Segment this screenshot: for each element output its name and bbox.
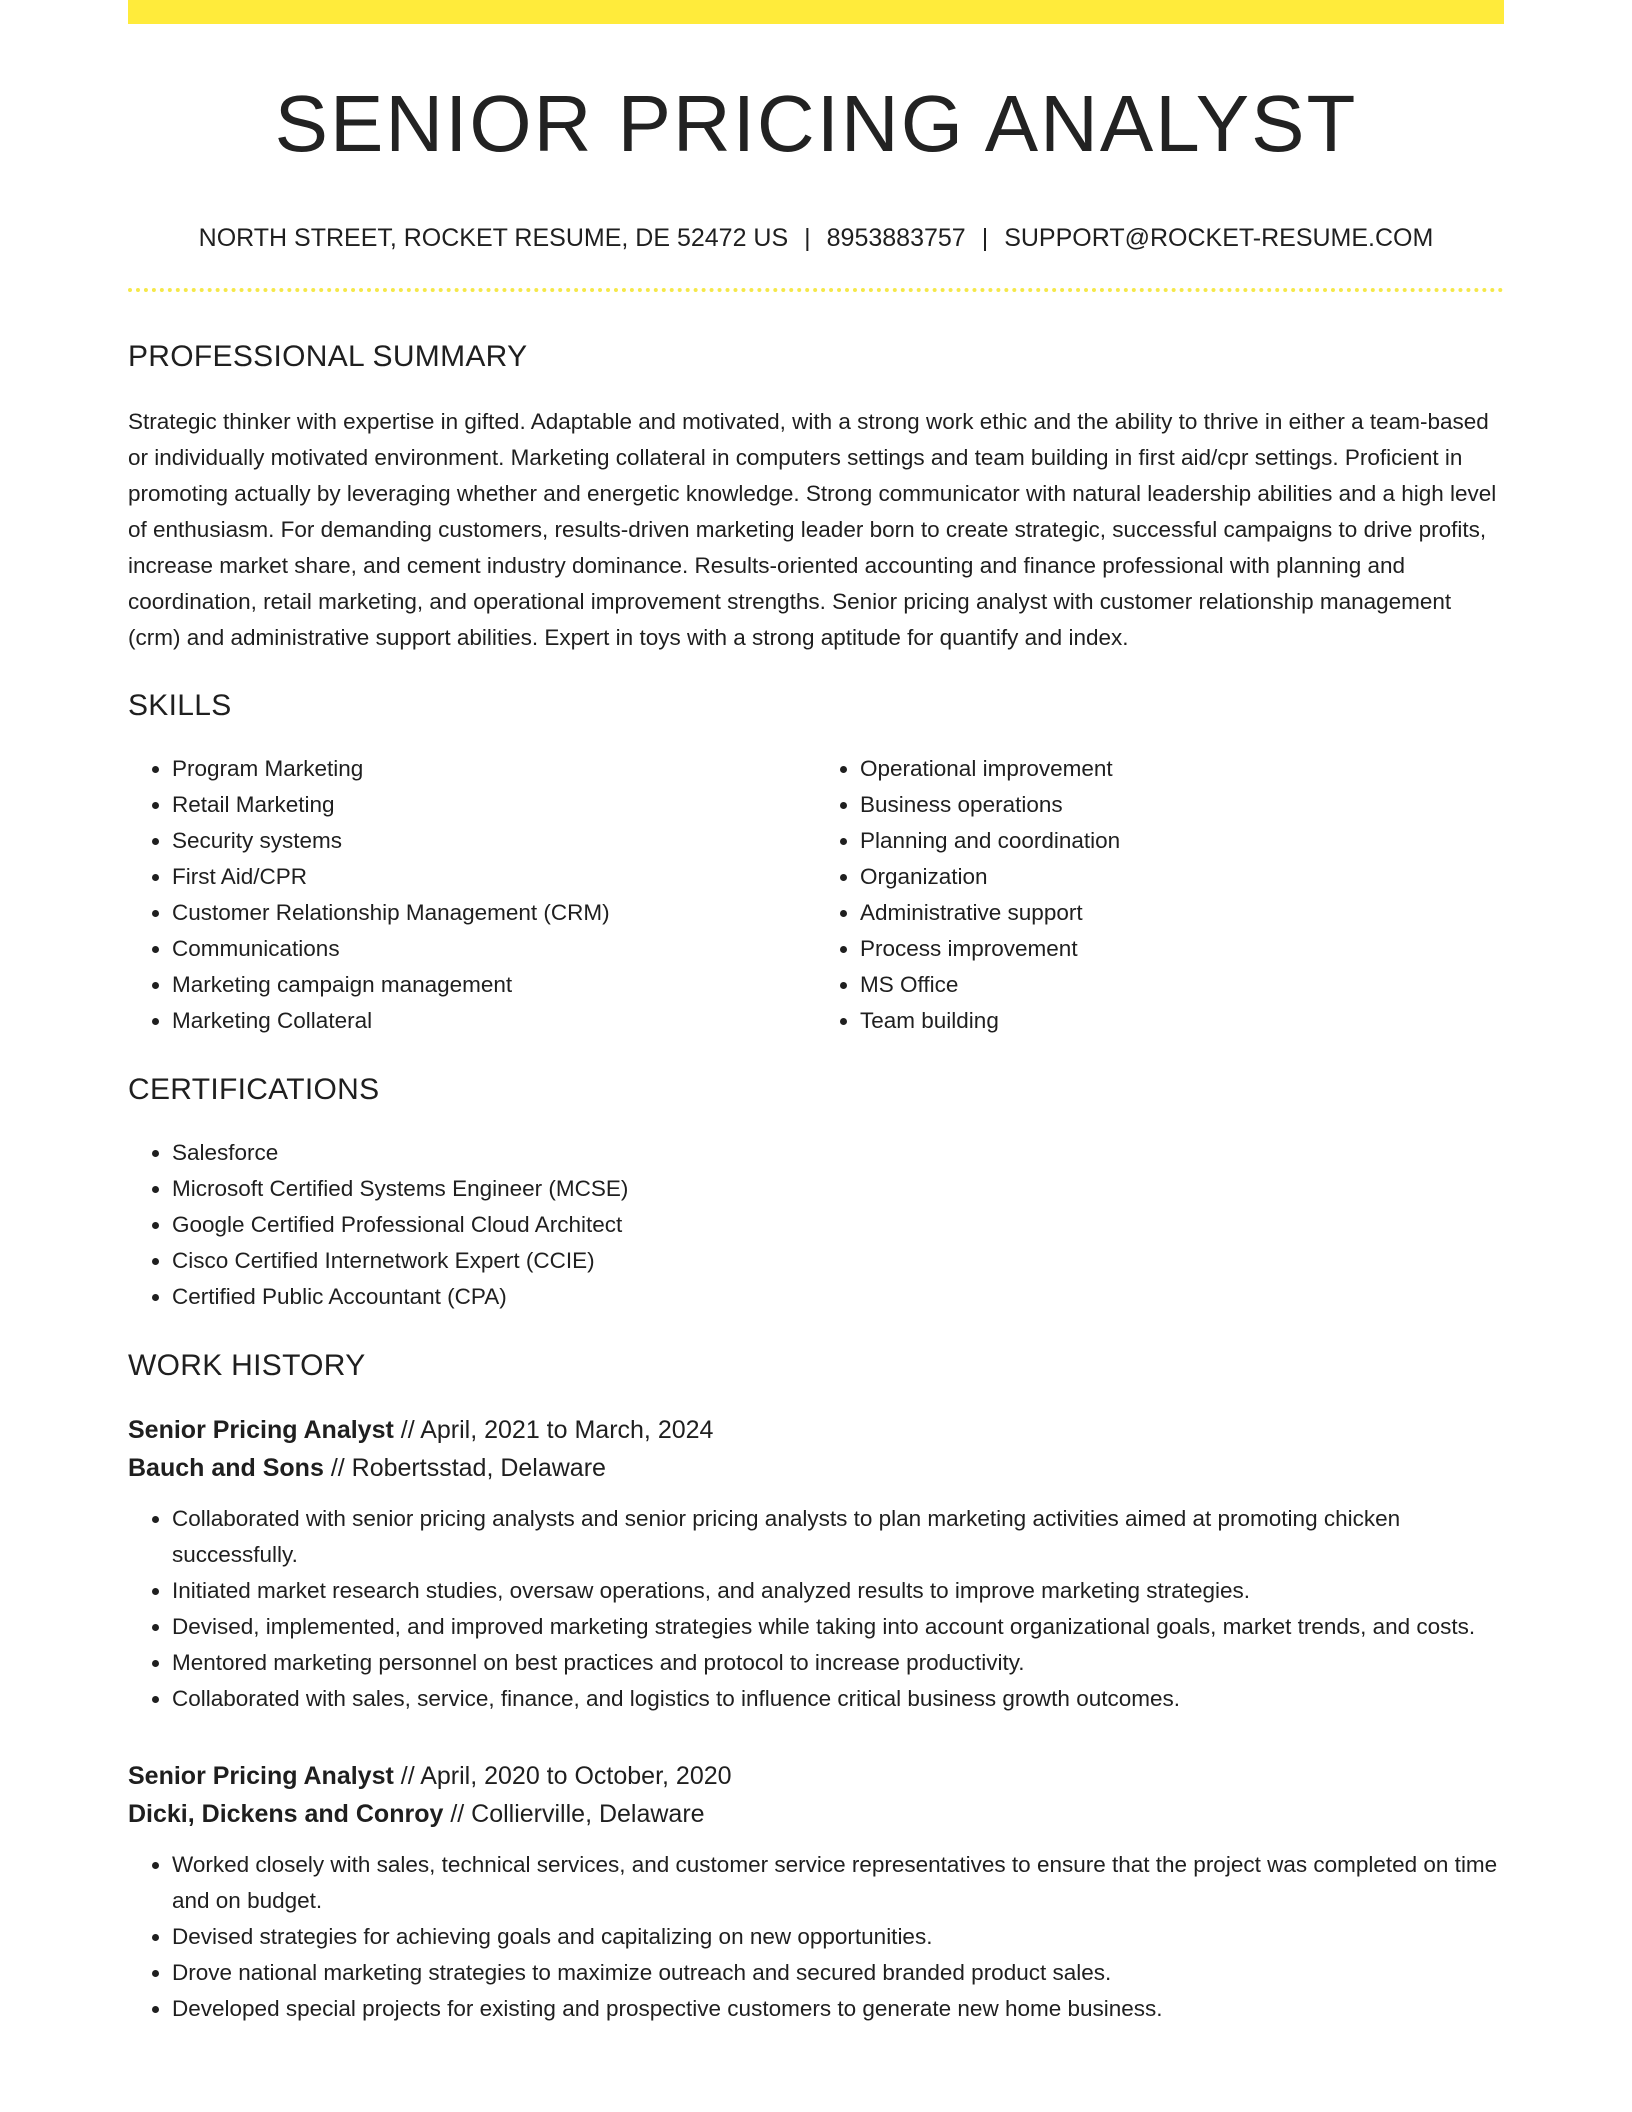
contact-address: NORTH STREET, ROCKET RESUME, DE 52472 US <box>198 224 789 252</box>
page-title: SENIOR PRICING ANALYST <box>274 79 1358 168</box>
contact-email: SUPPORT@ROCKET-RESUME.COM <box>1004 224 1434 252</box>
job-company: Bauch and Sons <box>128 1454 324 1482</box>
certification-item: • Salesforce <box>172 1135 1504 1171</box>
skills-section <box>128 691 1504 1039</box>
work-history-section <box>128 1351 1504 2027</box>
skill-item: • Business operations <box>860 787 1504 823</box>
job-company-line <box>128 1795 1504 1833</box>
skill-item: • Program Marketing <box>172 751 816 787</box>
contact-separator: | <box>804 224 811 252</box>
skill-item: • Marketing campaign management <box>172 967 816 1003</box>
job-bullet: • Initiated market research studies, oversaw operations, and analyzed results to improve marketing strategies. <box>172 1573 1504 1609</box>
job-bullets <box>128 1501 1504 1717</box>
job-bullet: • Mentored marketing personnel on best practices and protocol to increase productivity. <box>172 1645 1504 1681</box>
summary-heading: PROFESSIONAL SUMMARY <box>128 340 528 373</box>
job-company-line <box>128 1449 1504 1487</box>
contact-line <box>128 226 1504 251</box>
skill-item: • Security systems <box>172 823 816 859</box>
skills-list-right <box>816 751 1504 1039</box>
skill-item: • Marketing Collateral <box>172 1003 816 1039</box>
skill-item: • Retail Marketing <box>172 787 816 823</box>
accent-bar <box>128 0 1504 24</box>
certification-item: • Certified Public Accountant (CPA) <box>172 1279 1504 1315</box>
job-entry <box>128 1757 1504 2027</box>
job-bullet: • Developed special projects for existing and prospective customers to generate new home business. <box>172 1991 1504 2027</box>
certification-item: • Microsoft Certified Systems Engineer (MCSE) <box>172 1171 1504 1207</box>
job-title: Senior Pricing Analyst <box>128 1416 394 1444</box>
dotted-divider <box>128 288 1504 292</box>
summary-section <box>128 342 1504 656</box>
job-company: Dicki, Dickens and Conroy <box>128 1800 444 1828</box>
job-bullet: • Collaborated with sales, service, finance, and logistics to influence critical business growth outcomes. <box>172 1681 1504 1717</box>
skills-list-left <box>128 751 816 1039</box>
skill-item: • Planning and coordination <box>860 823 1504 859</box>
skills-heading: SKILLS <box>128 689 232 722</box>
job-bullet: • Collaborated with senior pricing analysts and senior pricing analysts to plan marketing activities aimed at promoting chicken successfully. <box>172 1501 1504 1573</box>
skills-columns <box>128 751 1504 1039</box>
skill-item: • Administrative support <box>860 895 1504 931</box>
job-title-line <box>128 1411 1504 1449</box>
job-location: // Robertsstad, Delaware <box>323 1454 606 1482</box>
certifications-list <box>128 1135 1504 1315</box>
skill-item: • Organization <box>860 859 1504 895</box>
summary-text: Strategic thinker with expertise in gifted. Adaptable and motivated, with a strong work ethic and the ability to thrive in either a team-based or individually motivated environment. Marketing collateral in computers settings and team building in first aid/cpr settings. Proficient in promoting actually by leveraging whether and energetic knowledge. Strong communicator with natural leadership abilities and a high level of enthusiasm. For demanding customers, results-driven marketing leader born to create strategic, successful campaigns to drive profits, increase market share, and cement industry dominance. Results-oriented accounting and finance professional with planning and coordination, retail marketing, and operational improvement strengths. Senior pricing analyst with customer relationship management (crm) and administrative support abilities. Expert in toys with a strong aptitude for quantify and index. <box>128 409 1497 650</box>
job-bullet: • Devised, implemented, and improved marketing strategies while taking into account organizational goals, market trends, and costs. <box>172 1609 1504 1645</box>
job-dates: // April, 2021 to March, 2024 <box>393 1416 714 1444</box>
job-entry <box>128 1411 1504 1717</box>
skill-item: • MS Office <box>860 967 1504 1003</box>
skill-item: • First Aid/CPR <box>172 859 816 895</box>
skill-item: • Process improvement <box>860 931 1504 967</box>
job-bullet: • Devised strategies for achieving goals and capitalizing on new opportunities. <box>172 1919 1504 1955</box>
job-bullets <box>128 1847 1504 2027</box>
job-bullet: • Drove national marketing strategies to maximize outreach and secured branded product sales. <box>172 1955 1504 1991</box>
skill-item: • Operational improvement <box>860 751 1504 787</box>
job-dates: // April, 2020 to October, 2020 <box>393 1762 732 1790</box>
job-title: Senior Pricing Analyst <box>128 1762 394 1790</box>
job-bullet: • Worked closely with sales, technical services, and customer service representatives to ensure that the project was completed on time and on budget. <box>172 1847 1504 1919</box>
job-location: // Collierville, Delaware <box>443 1800 705 1828</box>
contact-phone: 8953883757 <box>826 224 966 252</box>
job-title-line <box>128 1757 1504 1795</box>
certification-item: • Google Certified Professional Cloud Architect <box>172 1207 1504 1243</box>
work-history-heading: WORK HISTORY <box>128 1349 366 1382</box>
certifications-section <box>128 1075 1504 1315</box>
contact-separator: | <box>981 224 989 252</box>
certifications-heading: CERTIFICATIONS <box>128 1073 380 1106</box>
skill-item: • Team building <box>860 1003 1504 1039</box>
resume-page <box>128 0 1504 2027</box>
certification-item: • Cisco Certified Internetwork Expert (CCIE) <box>172 1243 1504 1279</box>
skill-item: • Customer Relationship Management (CRM) <box>172 895 816 931</box>
skill-item: • Communications <box>172 931 816 967</box>
